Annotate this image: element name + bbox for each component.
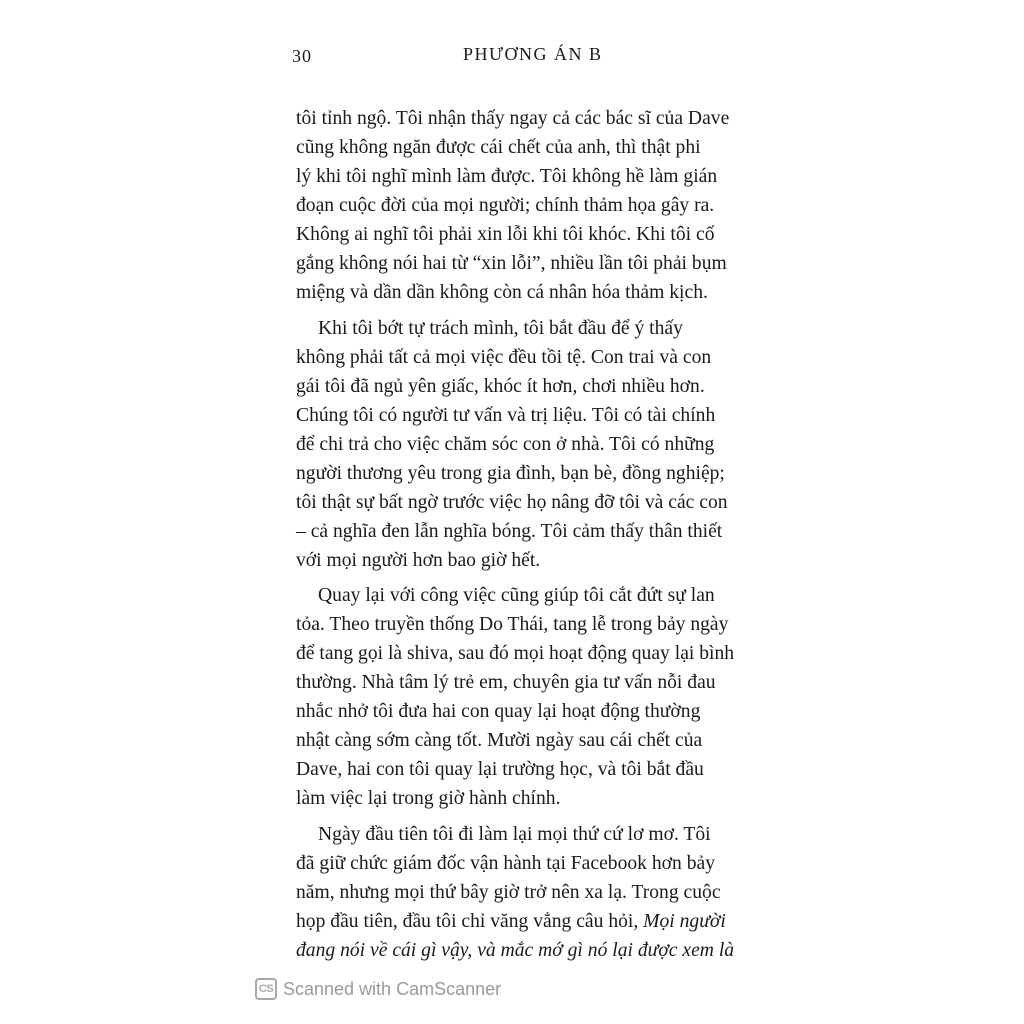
text-line: miệng và dần dần không còn cá nhân hóa thảm kịch. xyxy=(296,282,708,303)
text-line: Không ai nghĩ tôi phải xin lỗi khi tôi khóc. Khi tôi cố xyxy=(296,224,715,245)
text-line: với mọi người hơn bao giờ hết. xyxy=(296,549,541,571)
watermark-text: Scanned with CamScanner xyxy=(283,978,502,999)
text-plain-part: họp đầu tiên, đầu tôi chỉ văng vẳng câu hỏi, xyxy=(296,910,644,932)
text-line: Dave, hai con tôi quay lại trường học, và tôi bắt đầu xyxy=(296,759,704,780)
text-line: thường. Nhà tâm lý trẻ em, chuyên gia tư vấn nỗi đau xyxy=(296,672,716,693)
text-line: năm, nhưng mọi thứ bây giờ trở nên xa lạ. Trong cuộc xyxy=(296,881,721,903)
page-number: 30 xyxy=(292,46,312,66)
text-line: gắng không nói hai từ “xin lỗi”, nhiều lần tôi phải bụm xyxy=(296,253,727,274)
text-line: tôi thật sự bất ngờ trước việc họ nâng đỡ tôi và các con xyxy=(296,491,728,513)
paragraph xyxy=(296,820,774,965)
text-line: Ngày đầu tiên tôi đi làm lại mọi thứ cứ lơ mơ. Tôi xyxy=(318,823,711,845)
text-line: đoạn cuộc đời của mọi người; chính thảm họa gây ra. xyxy=(296,195,715,216)
camscanner-watermark xyxy=(255,978,501,1000)
text-line: để tang gọi là shiva, sau đó mọi hoạt động quay lại bình xyxy=(296,643,735,664)
text-line: không phải tất cả mọi việc đều tồi tệ. Con trai và con xyxy=(296,346,712,368)
text-line: lý khi tôi nghĩ mình làm được. Tôi không hề làm gián xyxy=(296,166,718,187)
text-line: đã giữ chức giám đốc vận hành tại Facebook hơn bảy xyxy=(296,852,715,874)
text-line: tỏa. Theo truyền thống Do Thái, tang lễ trong bảy ngày xyxy=(296,614,729,635)
paragraph xyxy=(296,104,774,307)
text-line: Quay lại với công việc cũng giúp tôi cắt đứt sự lan xyxy=(318,585,715,606)
text-line: Khi tôi bớt tự trách mình, tôi bắt đầu để ý thấy xyxy=(318,317,683,339)
text-line-italic: đang nói về cái gì vậy, và mắc mớ gì nó lại được xem là xyxy=(296,939,735,961)
text-line: làm việc lại trong giờ hành chính. xyxy=(296,788,561,809)
paragraph xyxy=(296,314,774,575)
text-line: để chi trả cho việc chăm sóc con ở nhà. Tôi có những xyxy=(296,433,715,455)
text-line: nhắc nhở tôi đưa hai con quay lại hoạt động thường xyxy=(296,701,701,722)
text-line: tôi tỉnh ngộ. Tôi nhận thấy ngay cả các bác sĩ của Dave xyxy=(296,108,730,129)
body-text xyxy=(296,104,774,965)
text-italic-part: Mọi người xyxy=(643,910,726,932)
text-line: Chúng tôi có người tư vấn và trị liệu. Tôi có tài chính xyxy=(296,404,716,426)
text-line: nhật càng sớm càng tốt. Mười ngày sau cái chết của xyxy=(296,730,703,751)
text-line: – cả nghĩa đen lẫn nghĩa bóng. Tôi cảm thấy thân thiết xyxy=(296,520,723,542)
camscanner-cs-icon: CS xyxy=(255,978,277,1000)
text-line: gái tôi đã ngủ yên giấc, khóc ít hơn, chơi nhiều hơn. xyxy=(296,375,705,397)
text-line: cũng không ngăn được cái chết của anh, thì thật phi xyxy=(296,137,701,158)
text-line: người thương yêu trong gia đình, bạn bè, đồng nghiệp; xyxy=(296,462,725,484)
text-line-mixed xyxy=(296,907,774,936)
paragraph xyxy=(296,581,774,813)
running-header-title: PHƯƠNG ÁN B xyxy=(463,44,603,64)
